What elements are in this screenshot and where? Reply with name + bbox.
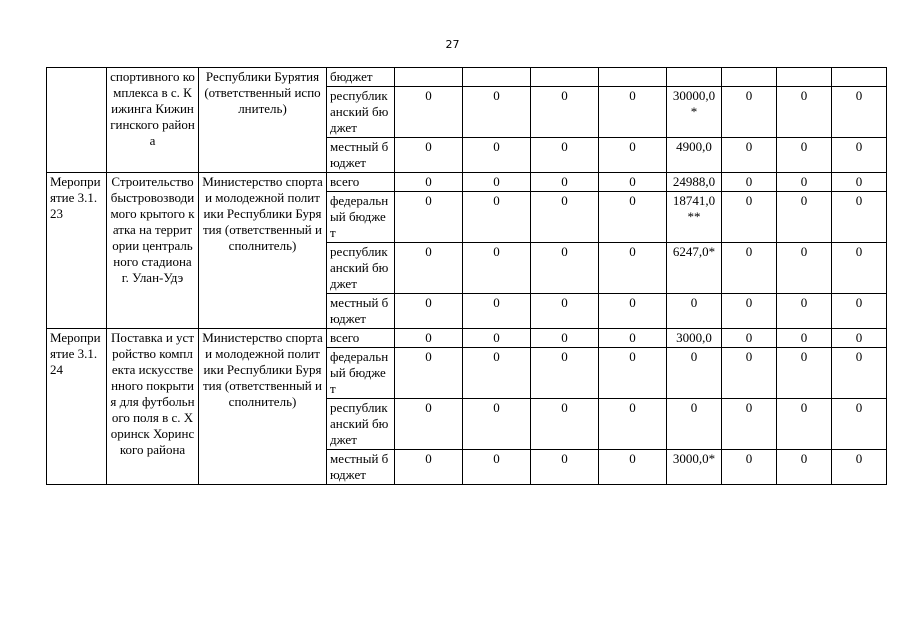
value-cell: 0 — [722, 329, 777, 348]
value-cell: 0 — [777, 399, 832, 450]
value-cell: 0 — [395, 87, 463, 138]
value-cell: 0 — [395, 329, 463, 348]
value-cell: 0 — [599, 450, 667, 485]
value-cell: 0 — [599, 173, 667, 192]
value-cell: 0 — [832, 329, 887, 348]
value-cell — [463, 68, 531, 87]
funding-source-cell: местный бюджет — [327, 294, 395, 329]
value-cell: 0 — [463, 329, 531, 348]
value-cell: 0 — [832, 450, 887, 485]
activity-number-cell: Мероприятие 3.1.24 — [47, 329, 107, 485]
value-cell: 0 — [395, 294, 463, 329]
value-cell: 0 — [777, 450, 832, 485]
value-cell: 0 — [395, 138, 463, 173]
value-cell: 0 — [463, 173, 531, 192]
value-cell: 0 — [531, 450, 599, 485]
value-cell: 0 — [531, 87, 599, 138]
value-cell: 0 — [667, 399, 722, 450]
value-cell: 0 — [463, 399, 531, 450]
value-cell: 0 — [395, 192, 463, 243]
value-cell — [722, 68, 777, 87]
funding-source-cell: местный бюджет — [327, 138, 395, 173]
value-cell: 0 — [777, 138, 832, 173]
funding-source-cell: республиканский бюджет — [327, 243, 395, 294]
funding-source-cell: всего — [327, 173, 395, 192]
value-cell: 0 — [531, 243, 599, 294]
value-cell: 0 — [463, 138, 531, 173]
value-cell: 0 — [722, 294, 777, 329]
table-row — [47, 329, 887, 348]
funding-source-cell: федеральный бюджет — [327, 348, 395, 399]
activity-number-cell: Мероприятие 3.1.23 — [47, 173, 107, 329]
funding-source-cell: местный бюджет — [327, 450, 395, 485]
value-cell: 0 — [832, 348, 887, 399]
activity-name-cell: спортивного комплекса в с. Кижинга Кижингинского района — [107, 68, 199, 173]
activity-name-cell: Строительство быстровозводимого крытого катка на территории центрального стадиона г. Улан-Удэ — [107, 173, 199, 329]
value-cell: 0 — [531, 348, 599, 399]
value-cell: 30000,0* — [667, 87, 722, 138]
value-cell: 0 — [395, 399, 463, 450]
value-cell: 3000,0* — [667, 450, 722, 485]
value-cell: 3000,0 — [667, 329, 722, 348]
value-cell: 0 — [722, 450, 777, 485]
value-cell: 0 — [531, 192, 599, 243]
value-cell: 0 — [463, 243, 531, 294]
value-cell: 0 — [777, 294, 832, 329]
funding-source-cell: бюджет — [327, 68, 395, 87]
activity-name-cell: Поставка и устройство комплекта искусственного покрытия для футбольного поля в с. Хоринск Хоринского района — [107, 329, 199, 485]
value-cell: 0 — [531, 294, 599, 329]
value-cell: 0 — [832, 173, 887, 192]
value-cell: 0 — [777, 348, 832, 399]
value-cell — [667, 68, 722, 87]
table-row — [47, 173, 887, 192]
value-cell: 18741,0** — [667, 192, 722, 243]
value-cell: 0 — [722, 138, 777, 173]
value-cell: 0 — [395, 450, 463, 485]
value-cell: 6247,0* — [667, 243, 722, 294]
value-cell: 0 — [777, 329, 832, 348]
value-cell: 4900,0 — [667, 138, 722, 173]
value-cell: 0 — [599, 138, 667, 173]
value-cell: 0 — [463, 192, 531, 243]
value-cell: 0 — [463, 294, 531, 329]
value-cell: 0 — [667, 294, 722, 329]
value-cell: 0 — [599, 329, 667, 348]
value-cell: 0 — [722, 348, 777, 399]
funding-source-cell: республиканский бюджет — [327, 399, 395, 450]
value-cell: 0 — [832, 192, 887, 243]
value-cell: 24988,0 — [667, 173, 722, 192]
value-cell: 0 — [599, 243, 667, 294]
executor-cell: Республики Бурятия (ответственный исполнитель) — [199, 68, 327, 173]
value-cell: 0 — [722, 192, 777, 243]
value-cell: 0 — [531, 138, 599, 173]
value-cell: 0 — [832, 87, 887, 138]
value-cell: 0 — [777, 87, 832, 138]
budget-table — [46, 67, 887, 485]
value-cell: 0 — [777, 173, 832, 192]
executor-cell: Министерство спорта и молодежной политики Республики Бурятия (ответственный исполнитель) — [199, 173, 327, 329]
value-cell: 0 — [777, 243, 832, 294]
value-cell: 0 — [832, 138, 887, 173]
funding-source-cell: республиканский бюджет — [327, 87, 395, 138]
value-cell: 0 — [722, 173, 777, 192]
value-cell: 0 — [722, 87, 777, 138]
value-cell: 0 — [832, 399, 887, 450]
value-cell: 0 — [395, 173, 463, 192]
value-cell — [531, 68, 599, 87]
value-cell: 0 — [832, 243, 887, 294]
activity-number-cell — [47, 68, 107, 173]
value-cell: 0 — [463, 87, 531, 138]
value-cell: 0 — [722, 399, 777, 450]
table-row — [47, 68, 887, 87]
value-cell: 0 — [722, 243, 777, 294]
value-cell: 0 — [463, 348, 531, 399]
value-cell: 0 — [599, 294, 667, 329]
value-cell — [395, 68, 463, 87]
value-cell: 0 — [667, 348, 722, 399]
value-cell: 0 — [531, 173, 599, 192]
value-cell: 0 — [599, 192, 667, 243]
value-cell: 0 — [832, 294, 887, 329]
value-cell: 0 — [463, 450, 531, 485]
value-cell: 0 — [531, 399, 599, 450]
page-number: 27 — [445, 38, 460, 51]
value-cell: 0 — [531, 329, 599, 348]
funding-source-cell: всего — [327, 329, 395, 348]
value-cell: 0 — [395, 348, 463, 399]
value-cell: 0 — [395, 243, 463, 294]
value-cell — [777, 68, 832, 87]
value-cell: 0 — [777, 192, 832, 243]
executor-cell: Министерство спорта и молодежной политики Республики Бурятия (ответственный исполнитель) — [199, 329, 327, 485]
value-cell: 0 — [599, 399, 667, 450]
value-cell: 0 — [599, 348, 667, 399]
funding-source-cell: федеральный бюджет — [327, 192, 395, 243]
value-cell: 0 — [599, 87, 667, 138]
value-cell — [832, 68, 887, 87]
value-cell — [599, 68, 667, 87]
